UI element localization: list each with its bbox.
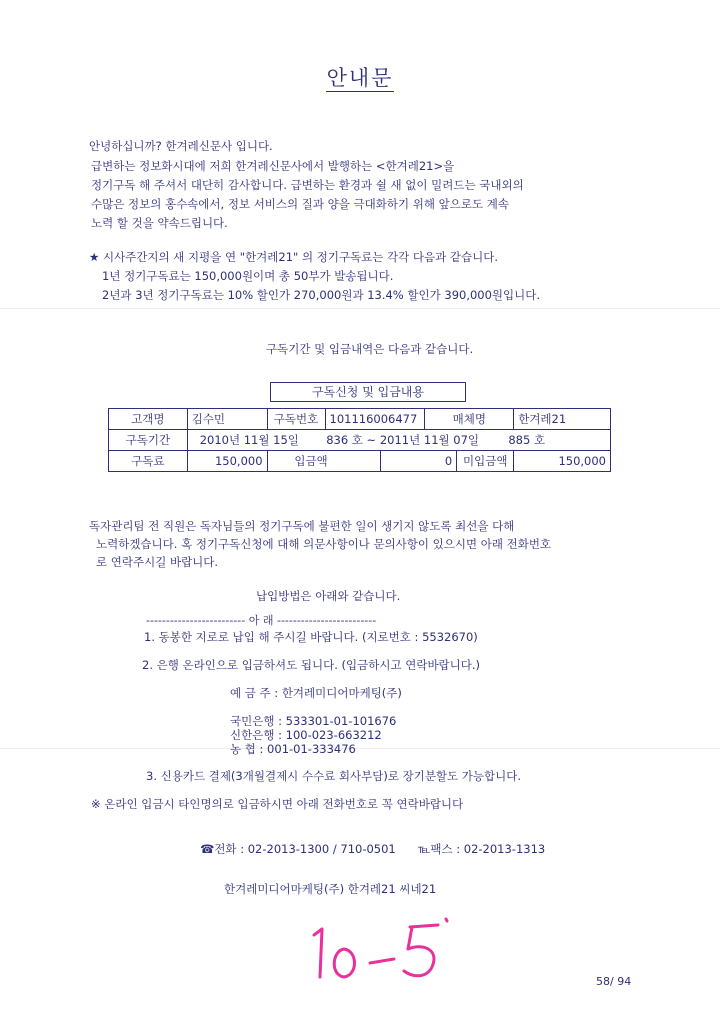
start-date: 2010년 11월 15일 bbox=[199, 433, 299, 447]
fee-value: 150,000 bbox=[187, 451, 267, 472]
customer-value: 김수민 bbox=[187, 409, 267, 430]
end-date: 2011년 11월 07일 bbox=[379, 433, 480, 447]
unpaid-label: 미입금액 bbox=[457, 451, 514, 472]
fax-number: ℡팩스 : 02-2013-1313 bbox=[418, 842, 546, 856]
payment-method-1: 1. 동봉한 지로로 납입 해 주시길 바랍니다. (지로번호 : 5532670) bbox=[144, 630, 478, 644]
table-row bbox=[109, 409, 611, 430]
payment-title: 납입방법은 아래와 같습니다. bbox=[256, 589, 401, 603]
unpaid-value: 150,000 bbox=[514, 451, 611, 472]
intro-line: 노력 할 것을 약속드립니다. bbox=[91, 216, 228, 230]
table-title: 구독신청 및 입금내용 bbox=[270, 382, 466, 402]
table-row bbox=[109, 451, 611, 472]
notice-line: 로 연락주시길 바랍니다. bbox=[96, 555, 219, 569]
scan-fold-line bbox=[0, 308, 720, 309]
subscription-number-label: 구독번호 bbox=[267, 409, 325, 430]
customer-label: 고객명 bbox=[109, 409, 188, 430]
fee-label: 구독료 bbox=[109, 451, 188, 472]
period-value bbox=[187, 430, 610, 451]
period-intro: 구독기간 및 입금내역은 다음과 같습니다. bbox=[266, 342, 474, 356]
bank-account: 농 협 : 001-01-333476 bbox=[230, 742, 356, 756]
subscription-table bbox=[108, 408, 611, 472]
table-row bbox=[109, 430, 611, 451]
media-label: 매체명 bbox=[425, 409, 514, 430]
notice-line: 노력하겠습니다. 혹 정기구독신청에 대해 의문사항이나 문의사항이 있으시면 아래 전화번호 bbox=[96, 537, 552, 551]
page-number: 58/ 94 bbox=[596, 975, 632, 988]
bank-account: 신한은행 : 100-023-663212 bbox=[230, 728, 382, 742]
media-value: 한겨레21 bbox=[514, 409, 611, 430]
paid-value: 0 bbox=[381, 451, 457, 472]
remark: ※ 온라인 입금시 타인명의로 입금하시면 아래 전화번호로 꼭 연락바랍니다 bbox=[91, 797, 464, 811]
footer-company: 한겨레미디어마케팅(주) 한겨레21 씨네21 bbox=[224, 882, 437, 896]
fee-line: 1년 정기구독료는 150,000원이며 총 50부가 발송됩니다. bbox=[102, 269, 394, 283]
handwritten-annotation bbox=[300, 905, 460, 985]
end-issue: 885 호 bbox=[508, 433, 546, 447]
notice-line: 독자관리팀 전 직원은 독자님들의 정기구독에 불편한 일이 생기지 않도록 최선을 다해 bbox=[89, 519, 515, 533]
paid-label: 입금액 bbox=[267, 451, 381, 472]
divider: ------------------------- 아 래 ------------------------- bbox=[146, 614, 377, 627]
intro-line: 수많은 정보의 홍수속에서, 정보 서비스의 질과 양을 극대화하기 위해 앞으로도 계속 bbox=[91, 197, 509, 211]
greeting: 안녕하십니까? 한겨레신문사 입니다. bbox=[89, 139, 273, 153]
bank-account: 국민은행 : 533301-01-101676 bbox=[230, 714, 397, 728]
phone-number: ☎전화 : 02-2013-1300 / 710-0501 bbox=[200, 842, 396, 856]
payment-method-2: 2. 은행 온라인으로 입금하셔도 됩니다. (입금하시고 연락바랍니다.) bbox=[142, 658, 481, 672]
scan-fold-line bbox=[0, 748, 720, 749]
intro-line: 정기구독 해 주셔서 대단히 감사합니다. 급변하는 환경과 쉴 새 없이 밀려드는 국내외의 bbox=[91, 178, 524, 192]
period-label: 구독기간 bbox=[109, 430, 188, 451]
intro-line: 급변하는 정보화시대에 저희 한겨레신문사에서 발행하는 <한겨레21>을 bbox=[91, 159, 455, 173]
payment-method-3: 3. 신용카드 결제(3개월결제시 수수료 회사부담)로 장기분할도 가능합니다. bbox=[146, 769, 522, 783]
fee-line: ★ 시사주간지의 새 지평을 연 "한겨레21" 의 정기구독료는 각각 다음과 같습니다. bbox=[89, 250, 498, 264]
fee-line: 2년과 3년 정기구독료는 10% 할인가 270,000원과 13.4% 할인가 390,000원입니다. bbox=[102, 288, 541, 302]
subscription-number-value: 101116006477 bbox=[325, 409, 425, 430]
depositor: 예 금 주 : 한겨레미디어마케팅(주) bbox=[230, 686, 402, 700]
start-issue: 836 호 ~ bbox=[326, 433, 377, 447]
document-title: 안내문 bbox=[326, 66, 394, 90]
